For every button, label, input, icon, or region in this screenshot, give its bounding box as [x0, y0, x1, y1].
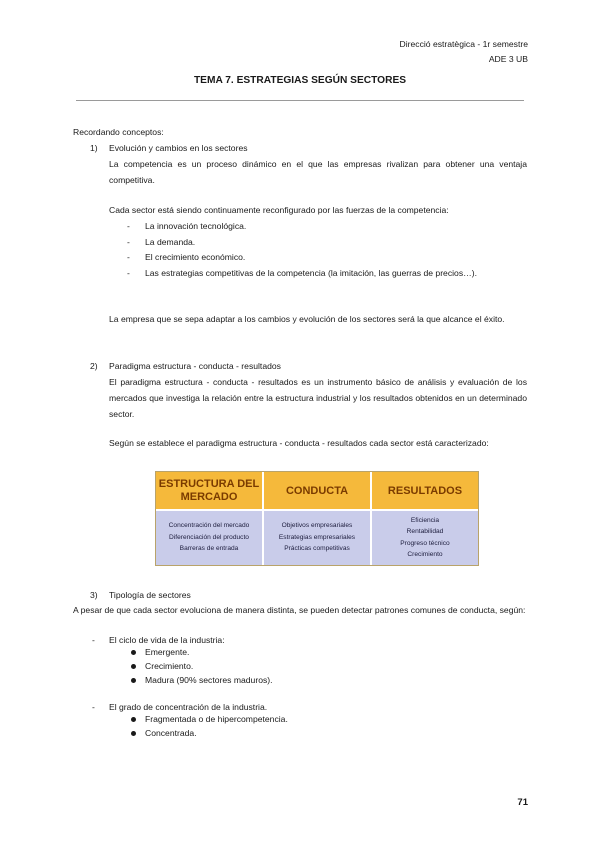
table-cell: Prácticas competitivas	[284, 545, 350, 553]
bullet-dot	[131, 650, 136, 655]
section3-heading: Tipología de sectores	[109, 590, 191, 600]
intro-text: Recordando conceptos:	[73, 127, 164, 137]
section1-item: La innovación tecnológica.	[145, 221, 247, 231]
bullet-dot	[131, 664, 136, 669]
table-cell: Eficiencia	[410, 516, 440, 524]
table-header-structure: ESTRUCTURA DEL MERCADO	[156, 472, 262, 510]
section3-item: Crecimiento.	[145, 661, 194, 671]
section3-para1: A pesar de que cada sector evoluciona de manera distinta, se pueden detectar patrones comunes de conducta, según:	[73, 605, 526, 615]
section2-heading: Paradigma estructura - conducta - resultados	[109, 361, 281, 371]
section1-para1: La competencia es un proceso dinámico en el que las empresas rivalizan para obtener una ventaja competitiva.	[109, 159, 527, 185]
table-cell: Diferenciación del producto	[169, 533, 249, 541]
page-number: 71	[517, 797, 528, 808]
bullet-dot	[131, 717, 136, 722]
section2-number: 2)	[90, 361, 98, 371]
table-col-structure	[156, 510, 262, 565]
section3-item: Concentrada.	[145, 728, 197, 738]
title-divider	[76, 100, 524, 101]
section1-number: 1)	[90, 143, 98, 153]
table-cell: Crecimiento	[407, 551, 443, 558]
header-course: Direcció estratègica - 1r semestre	[399, 39, 528, 49]
section3-item: Fragmentada o de hipercompetencia.	[145, 714, 288, 724]
section1-item: Las estrategias competitivas de la competencia (la imitación, las guerras de precios…).	[145, 268, 477, 278]
dash-bullet: -	[92, 635, 95, 645]
section2-para1: El paradigma estructura - conducta - resultados es un instrumento básico de análisis y evaluación de los mercados que investiga la relación entre la estructura industrial y los resultados obtenidos en un determinado sector.	[109, 377, 527, 419]
header-group: ADE 3 UB	[488, 54, 528, 64]
table-cell: Barreras de entrada	[179, 545, 239, 553]
dash-bullet: -	[127, 221, 130, 231]
bullet-dot	[131, 731, 136, 736]
section3-group-label: El grado de concentración de la industria.	[109, 702, 268, 712]
dash-bullet: -	[127, 237, 130, 247]
section3-item: Emergente.	[145, 647, 190, 657]
section1-item: La demanda.	[145, 237, 196, 247]
scp-table	[155, 471, 479, 566]
dash-bullet: -	[127, 252, 130, 262]
section3-item: Madura (90% sectores maduros).	[145, 675, 273, 685]
bullet-dot	[131, 678, 136, 683]
table-cell: Progreso técnico	[400, 539, 450, 547]
section1-para2: Cada sector está siendo continuamente reconfigurado por las fuerzas de la competencia:	[109, 205, 449, 215]
section2-para2: Según se establece el paradigma estructura - conducta - resultados cada sector está caracterizado:	[109, 438, 489, 448]
page-title: TEMA 7. ESTRATEGIAS SEGÚN SECTORES	[193, 75, 407, 86]
section1-item: El crecimiento económico.	[145, 252, 246, 262]
dash-bullet: -	[127, 268, 130, 278]
section1-para3: La empresa que se sepa adaptar a los cambios y evolución de los sectores será la que alcance el éxito.	[109, 314, 505, 324]
table-col-results	[372, 510, 478, 565]
section3-number: 3)	[90, 590, 98, 600]
table-header-conduct: CONDUCTA	[264, 472, 370, 510]
table-header-results: RESULTADOS	[372, 472, 478, 510]
dash-bullet: -	[92, 702, 95, 712]
table-cell: Objetivos empresariales	[281, 522, 353, 530]
section1-heading: Evolución y cambios en los sectores	[109, 143, 248, 153]
table-col-conduct	[264, 510, 370, 565]
section3-group-label: El ciclo de vida de la industria:	[109, 635, 225, 645]
table-cell: Concentración del mercado	[168, 522, 250, 530]
table-cell: Estrategias empresariales	[278, 533, 356, 541]
table-cell: Rentabilidad	[406, 528, 444, 535]
